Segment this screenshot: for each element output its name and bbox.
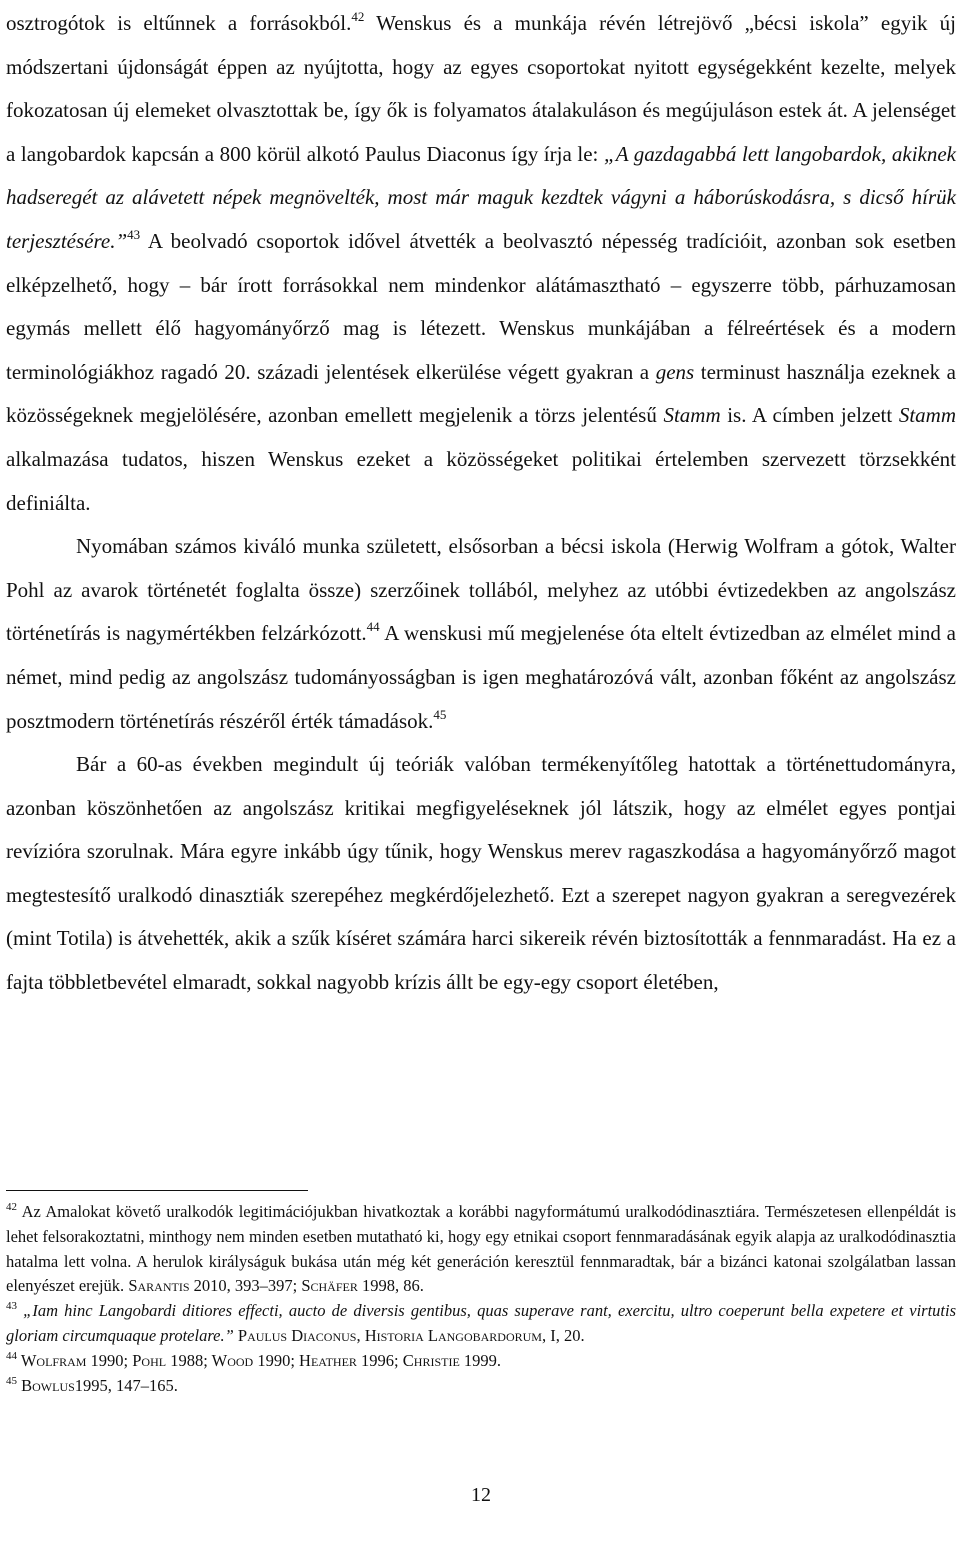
footnote-ref-42[interactable]: 42 bbox=[351, 9, 365, 24]
footnote-ref-44[interactable]: 44 bbox=[366, 619, 380, 635]
text-run: Nyomában számos kiváló munka született, elsősorban a bécsi iskola (Herwig Wolfram a gótok, Walter Pohl az avarok történetét foglalta össze) szerzőinek tollából, melyhez az utóbbi évtizedekben az angolszász történetírás is nagymértékben felzárkózott. bbox=[6, 534, 956, 646]
footnote-number: 44 bbox=[6, 1349, 17, 1362]
footnote-latin-quote: „Iam hinc Langobardi ditiores effecti, aucto de diversis gentibus, quas superave rant, exercitu, ultro coeperunt bella expetere et virtutis gloriam circumquaque protelare.” bbox=[6, 1301, 956, 1345]
footnote-number: 43 bbox=[6, 1300, 17, 1313]
footnote-43 bbox=[6, 1299, 956, 1349]
main-text bbox=[6, 0, 956, 1005]
paragraph-2 bbox=[6, 525, 956, 743]
paragraph-1 bbox=[6, 2, 956, 525]
footnote-citation: Wolfram 1990; Pohl 1988; Wood 1990; Heather 1996; Christie 1999. bbox=[17, 1350, 502, 1370]
footnote-citation: Sarantis 2010, 393–397; Schäfer 1998, 86. bbox=[128, 1276, 424, 1296]
footnote-separator bbox=[6, 1190, 308, 1191]
diaconus-quote: „A gazdagabbá lett langobardok, akiknek hadseregét az alávetett népek megnövelték, most már maguk kezdtek vágyni a háborúskodásra, s dicső hírük terjesztésére.” bbox=[6, 141, 956, 253]
text-run: osztrogótok is eltűnnek a forrásokból. bbox=[6, 11, 352, 35]
term-stamm: Stamm bbox=[898, 403, 956, 428]
footnote-citation: Bowlus1995, 147–165. bbox=[17, 1375, 178, 1395]
footnote-44 bbox=[6, 1349, 956, 1374]
paragraph-3 bbox=[6, 743, 956, 1005]
term-gens: gens bbox=[655, 359, 695, 384]
footnotes bbox=[6, 1200, 956, 1398]
footnote-ref-43[interactable]: 43 bbox=[127, 226, 141, 242]
term-stamm: Stamm bbox=[663, 403, 721, 428]
text-run: A beolvadó csoportok idővel átvették a beolvasztó népesség tradícióit, azonban sok esetben elképzelhető, hogy – bár írott forrásokkal nem mindenkor alátámasztható – egyszerre több, párhuzamosan egymás mellett élő hagyományőrző mag is létezett. Wenskus munkájában a félreértések és a modern terminológiákhoz ragadó 20. századi jelentések elkerülése végett gyakran a bbox=[6, 228, 956, 384]
page-number: 12 bbox=[471, 1484, 491, 1506]
footnote-number: 42 bbox=[6, 1201, 17, 1213]
footnote-45 bbox=[6, 1374, 956, 1399]
footnote-42 bbox=[6, 1200, 956, 1299]
text-run: terminust használja ezeknek a közösségeknek megjelölésére, azonban emellett megjelenik a törzs jelentésű bbox=[6, 359, 956, 428]
text-run: Wenskus és a munkája révén létrejövő „bécsi iskola” egyik új módszertani újdonságát éppen az nyújtotta, hogy az egyes csoportokat nyitott egységekként kezelte, melyek fokozatosan új elemeket olvasztottak be, így ők is folyamatos átalakuláson és megújuláson estek át. A jelenséget a langobardok kapcsán a 800 körül alkotó Paulus Diaconus így írja le: bbox=[6, 11, 956, 166]
text-run: Bár a 60-as években megindult új teóriák valóban termékenyítőleg hatottak a történettudományra, azonban köszönhetően az angolszász kritikai megfigyeléseknek jól látszik, hogy az elmélet egyes pontjai revízióra szorulnak. Mára egyre inkább úgy tűnik, hogy Wenskus merev ragaszkodása a hagyományőrző magot megtestesítő uralkodó dinasztiák szerepéhez megkérdőjelezhető. Ezt a szerepet nagyon gyakran a seregvezérek (mint Totila) is átvehették, akik a szűk kíséret számára harci sikereik révén biztosították a fennmaradást. Ha ez a fajta többletbevétel elmaradt, sokkal nagyobb krízis állt be egy-egy csoport életében, bbox=[6, 752, 956, 995]
document-page bbox=[6, 0, 956, 1506]
footnote-ref-45[interactable]: 45 bbox=[433, 706, 447, 722]
footnote-text: Az Amalokat követő uralkodók legitimációjukban hivatkoztak a korábbi nagyformátumú uralkodódinasztiára. Természetesen ellenpéldát is lehet felsorakoztatni, minthogy nem minden esetben mutatható ki, hogy egy etnikai csoport fennmaradásának egyik alapja az uralkodódinasztia hatalma lett volna. A herulok királyságuk bukása után még két generáción keresztül fennmaradtak, bár a bizánci katonai szolgálatban lassan elenyészet erejük. bbox=[6, 1202, 956, 1296]
text-run: alkalmazása tudatos, hiszen Wenskus ezeket a közösségeket politikai értelemben szervezett törzsekként definiálta. bbox=[6, 446, 956, 515]
footnote-number: 45 bbox=[6, 1374, 17, 1387]
text-run: is. A címben jelzett bbox=[720, 403, 899, 428]
text-run: A wenskusi mű megjelenése óta eltelt évtizedban az elmélet mind a német, mind pedig az angolszász tudományosságban is igen meghatározóvá vált, azonban főként az angolszász posztmodern történetírás részéről érték támadások. bbox=[6, 621, 956, 733]
footnote-citation: Paulus Diaconus, Historia Langobardorum, I, 20. bbox=[233, 1325, 585, 1345]
